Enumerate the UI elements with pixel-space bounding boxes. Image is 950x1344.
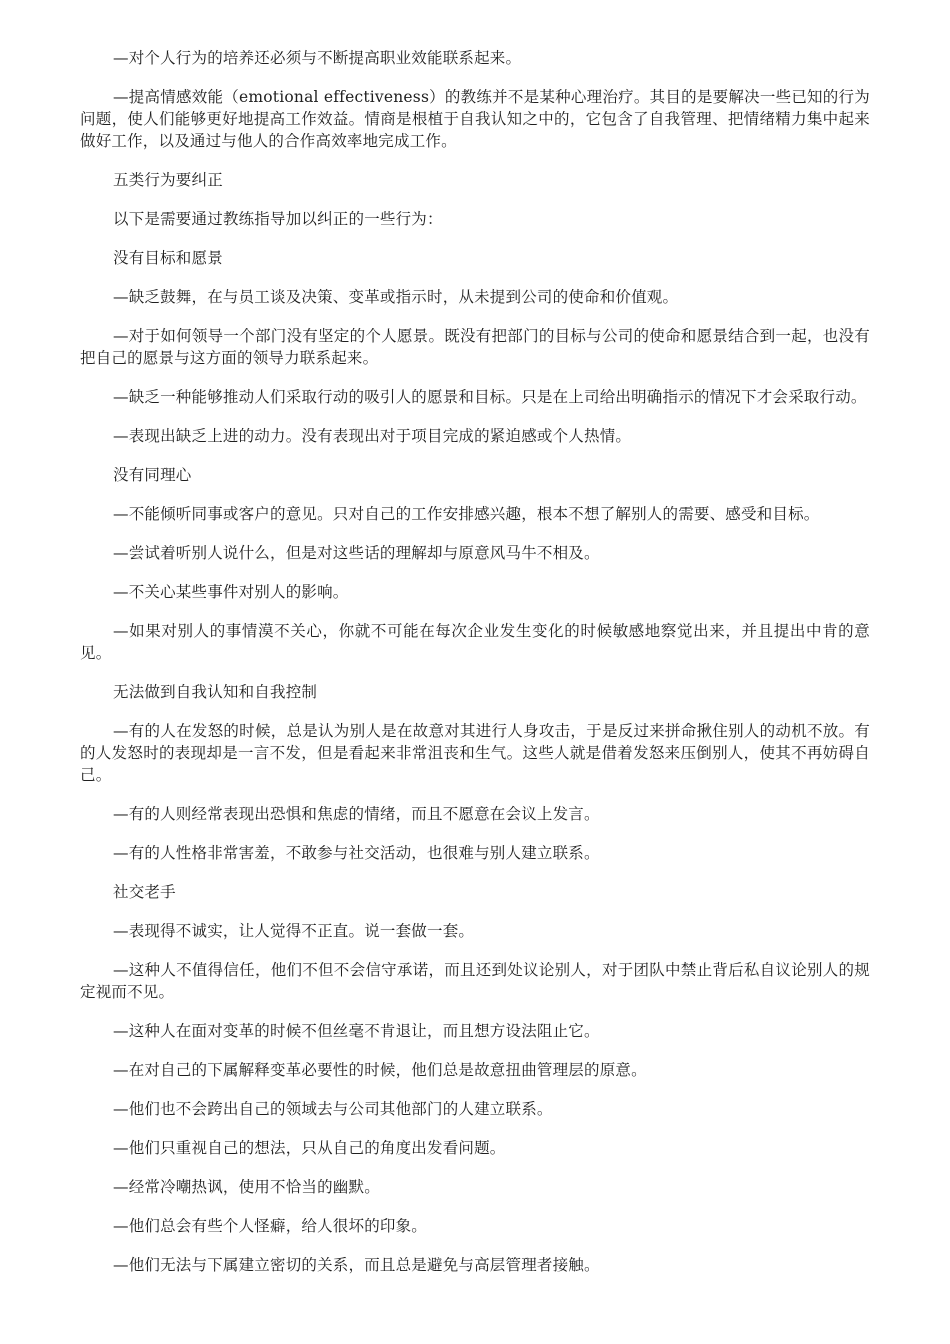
paragraph: —提高情感效能（emotional effectiveness）的教练并不是某种心理治疗。其目的是要解决一些已知的行为问题，使人们能够更好地提高工作效益。情商是根植于自我认知之中的，它包含了自我管理、把情绪精力集中起来做好工作，以及通过与他人的合作高效率地完成工作。 [80,88,870,150]
section-heading: 没有同理心 [113,466,192,484]
list-item: —这种人不值得信任，他们不但不会信守承诺，而且还到处议论别人，对于团队中禁止背后私自议论别人的规定视而不见。 [80,961,870,1001]
list-item: —表现出缺乏上进的动力。没有表现出对于项目完成的紧迫感或个人热情。 [113,427,632,445]
list-item: —他们总会有些个人怪癖，给人很坏的印象。 [113,1217,428,1235]
list-item: —不能倾听同事或客户的意见。只对自己的工作安排感兴趣，根本不想了解别人的需要、感受和目标。 [113,505,820,523]
section-heading: 社交老手 [113,883,176,901]
list-item: —对于如何领导一个部门没有坚定的个人愿景。既没有把部门的目标与公司的使命和愿景结合到一起，也没有把自己的愿景与这方面的领导力联系起来。 [80,327,870,367]
list-item: —有的人性格非常害羞，不敢参与社交活动，也很难与别人建立联系。 [113,844,600,862]
section-heading: 五类行为要纠正 [113,171,223,189]
list-item: —尝试着听别人说什么，但是对这些话的理解却与原意风马牛不相及。 [113,544,600,562]
list-item: —如果对别人的事情漠不关心，你就不可能在每次企业发生变化的时候敏感地察觉出来，并且提出中肯的意见。 [80,622,870,662]
list-item: —有的人则经常表现出恐惧和焦虑的情绪，而且不愿意在会议上发言。 [113,805,600,823]
list-item: —有的人在发怒的时候，总是认为别人是在故意对其进行人身攻击，于是反过来拼命揪住别人的动机不放。有的人发怒时的表现却是一言不发，但是看起来非常沮丧和生气。这些人就是借着发怒来压倒别人，使其不再妨碍自己。 [80,722,870,784]
document-body [80,47,870,1293]
list-item: —他们无法与下属建立密切的关系，而且总是避免与高层管理者接触。 [113,1256,600,1274]
section-heading: 没有目标和愿景 [113,249,223,267]
list-item: —缺乏鼓舞，在与员工谈及决策、变革或指示时，从未提到公司的使命和价值观。 [113,288,679,306]
list-item: —缺乏一种能够推动人们采取行动的吸引人的愿景和目标。只是在上司给出明确指示的情况下才会采取行动。 [113,388,867,406]
paragraph: —对个人行为的培养还必须与不断提高职业效能联系起来。 [113,49,522,67]
list-item: —经常冷嘲热讽，使用不恰当的幽默。 [113,1178,380,1196]
paragraph: 以下是需要通过教练指导加以纠正的一些行为： [113,210,443,228]
section-heading: 无法做到自我认知和自我控制 [113,683,318,701]
list-item: —不关心某些事件对别人的影响。 [113,583,349,601]
list-item: —他们也不会跨出自己的领域去与公司其他部门的人建立联系。 [113,1100,553,1118]
list-item: —表现得不诚实，让人觉得不正直。说一套做一套。 [113,922,475,940]
list-item: —他们只重视自己的想法，只从自己的角度出发看问题。 [113,1139,506,1157]
list-item: —这种人在面对变革的时候不但丝毫不肯退让，而且想方设法阻止它。 [113,1022,600,1040]
list-item: —在对自己的下属解释变革必要性的时候，他们总是故意扭曲管理层的原意。 [113,1061,647,1079]
